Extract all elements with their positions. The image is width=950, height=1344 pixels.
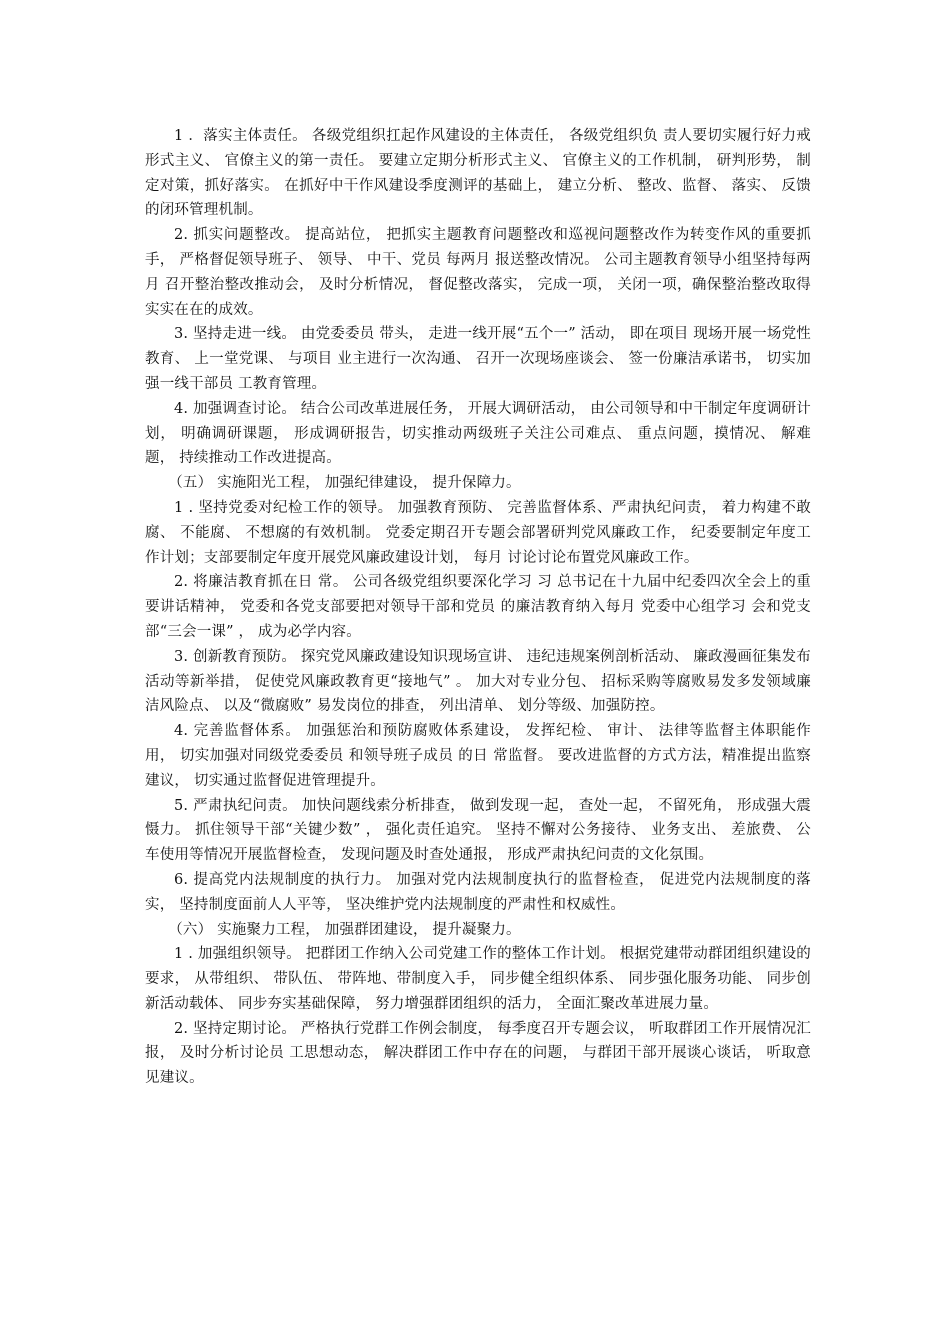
paragraph-4: 4. 加强调查讨论。 结合公司改革进展任务， 开展大调研活动， 由公司领导和中干制定年度调研计划， 明确调研课题， 形成调研报告，切实推动两级班子关注公司难点、 重点问题，摸情况、 解难题， 持续推动工作改进提高。 [145,400,811,467]
paragraph-3: 3. 坚持走进一线。 由党委委员 带头， 走进一线开展“五个一” 活动， 即在项目 现场开展一场党性教育、 上一堂党课、 与项目 业主进行一次沟通、 召开一次现场座谈会、 签一份廉洁承诺书， 切实加强一线干部员 工教育管理。 [145,326,811,392]
paragraph-2: 2. 抓实问题整改。 提高站位， 把抓实主题教育问题整改和巡视问题整改作为转变作风的重要抓手， 严格督促领导班子、 领导、 中干、党员 每两月 报送整改情况。 公司主题教育领导小组坚持每两月 召开整治整改推动会， 及时分析情况， 督促整改落实， 完成一项， 关闭一项，确保整治整改取得实实在在的成效。 [145,227,811,318]
section-heading-6: （六） 实施聚力工程， 加强群团建设， 提升凝聚力。 [168,921,521,938]
paragraph-5-3: 3. 创新教育预防。 探究党风廉政建设知识现场宣讲、 违纪违规案例剖析活动、 廉政漫画征集发布活动等新举措， 促使党风廉政教育更“接地气” 。 加大对专业分包、 招标采购等腐败易发多发领域廉洁风险点、 以及“微腐败” 易发岗位的排查， 列出清单、 划分等级、加强防控。 [145,648,811,715]
paragraph-5-6: 6. 提高党内法规制度的执行力。 加强对党内法规制度执行的监督检查， 促进党内法规制度的落实， 坚持制度面前人人平等， 坚决维护党内法规制度的严肃性和权威性。 [145,871,811,913]
paragraph-5-4: 4. 完善监督体系。 加强惩治和预防腐败体系建设， 发挥纪检、 审计、 法律等监督主体职能作用， 切实加强对同级党委委员 和领导班子成员 的日 常监督。 要改进监督的方式方法，精准提出监察建议， 切实通过监督促进管理提升。 [145,723,811,789]
paragraph-5-2: 2. 将廉洁教育抓在日 常。 公司各级党组织要深化学习 习 总书记在十九届中纪委四次全会上的重要讲话精神， 党委和各党支部要把对领导干部和党员 的廉洁教育纳入每月 党委中心组学习 会和党支部“三会一课” ， 成为必学内容。 [145,574,811,640]
paragraph-6-2: 2. 坚持定期讨论。 严格执行党群工作例会制度， 每季度召开专题会议， 听取群团工作开展情况汇报， 及时分析讨论员 工思想动态， 解决群团工作中存在的问题， 与群团干部开展谈心谈话， 听取意见建议。 [145,1020,811,1087]
paragraph-1: 1 ．落实主体责任。 各级党组织扛起作风建设的主体责任， 各级党组织负 责人要切实履行好力戒形式主义、 官僚主义的第一责任。 要建立定期分析形式主义、 官僚主义的工作机制， 研判形势， 制定对策，抓好落实。 在抓好中干作风建设季度测评的基础上， 建立分析、 整改、监督、 落实、 反馈的闭环管理机制。 [145,128,811,219]
paragraph-5-5: 5. 严肃执纪问责。 加快问题线索分析排查， 做到发现一起， 查处一起， 不留死角， 形成强大震慑力。 抓住领导干部“关键少数” ， 强化责任追究。 坚持不懈对公务接待、 业务支出、 差旅费、 公车使用等情况开展监督检查， 发现问题及时查处通报， 形成严肃执纪问责的文化氛围。 [145,797,811,864]
paragraph-6-1: 1 . 加强组织领导。 把群团工作纳入公司党建工作的整体工作计划。 根据党建带动群团组织建设的要求， 从带组织、 带队伍、 带阵地、带制度入手， 同步健全组织体系、 同步强化服务功能、 同步创新活动载体、 同步夯实基础保障， 努力增强群团组织的活力， 全面汇聚改革进展力量。 [145,946,811,1012]
paragraph-5-1: 1 . 坚持党委对纪检工作的领导。 加强教育预防、 完善监督体系、严肃执纪问责， 着力构建不敢腐、 不能腐、 不想腐的有效机制。 党委定期召开专题会部署研判党风廉政工作， 纪委要制定年度工作计划；支部要制定年度开展党风廉政建设计划， 每月 讨论讨论布置党风廉政工作。 [145,499,811,566]
section-heading-5: （五） 实施阳光工程， 加强纪律建设， 提升保障力。 [168,475,521,492]
document-page [145,124,811,1091]
